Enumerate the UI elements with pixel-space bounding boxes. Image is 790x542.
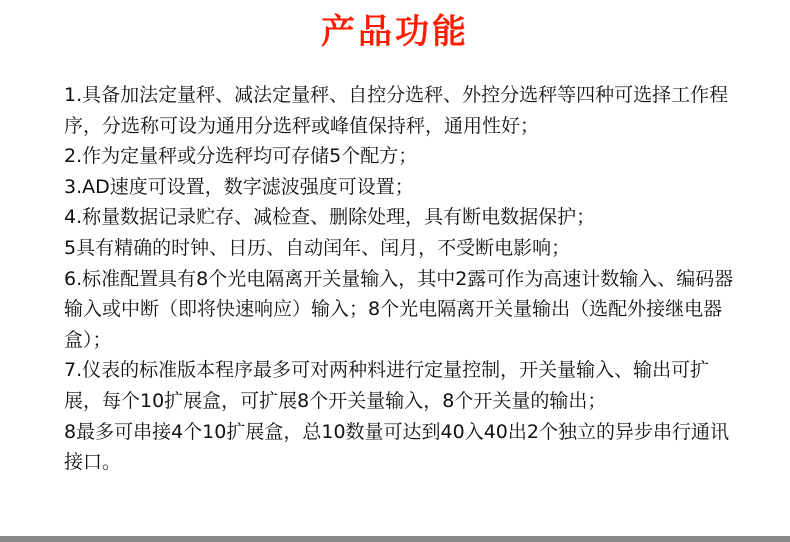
feature-item-2: 2.作为定量秤或分选秤均可存储5个配方； (64, 145, 418, 168)
feature-item-3: 3.AD速度可设置，数字滤波强度可设置； (64, 175, 414, 198)
bottom-divider (0, 536, 790, 542)
feature-item-7: 7.仪表的标准版本程序最多可对两种料进行定量控制，开关量输入、输出可扩展，每个10扩展盒，可扩展8个开关量输入，8个开关量的输出； (64, 359, 710, 412)
feature-item-4: 4.称量数据记录贮存、减检查、删除处理，具有断电数据保护； (64, 206, 596, 229)
feature-item-5: 5具有精确的时钟、日历、自动闰年、闰月，不受断电影响； (64, 236, 571, 259)
feature-item-8: 8最多可串接4个10扩展盒，总10数量可达到40入40出2个独立的异步串行通讯接口。 (64, 420, 729, 474)
feature-list (64, 80, 744, 478)
feature-item-1: 1.具备加法定量秤、减法定量秤、自控分选秤、外控分选秤等四种可选择工作程序，分选称可设为通用分选秤或峰值保持秤，通用性好； (64, 84, 729, 137)
page-title: 产品功能 (321, 12, 469, 52)
feature-item-6: 6.标准配置具有8个光电隔离开关量输入，其中2露可作为高速计数输入、编码器输入或中断（即将快速响应）输入；8个光电隔离开关量输出（选配外接继电器盒）； (64, 267, 734, 351)
